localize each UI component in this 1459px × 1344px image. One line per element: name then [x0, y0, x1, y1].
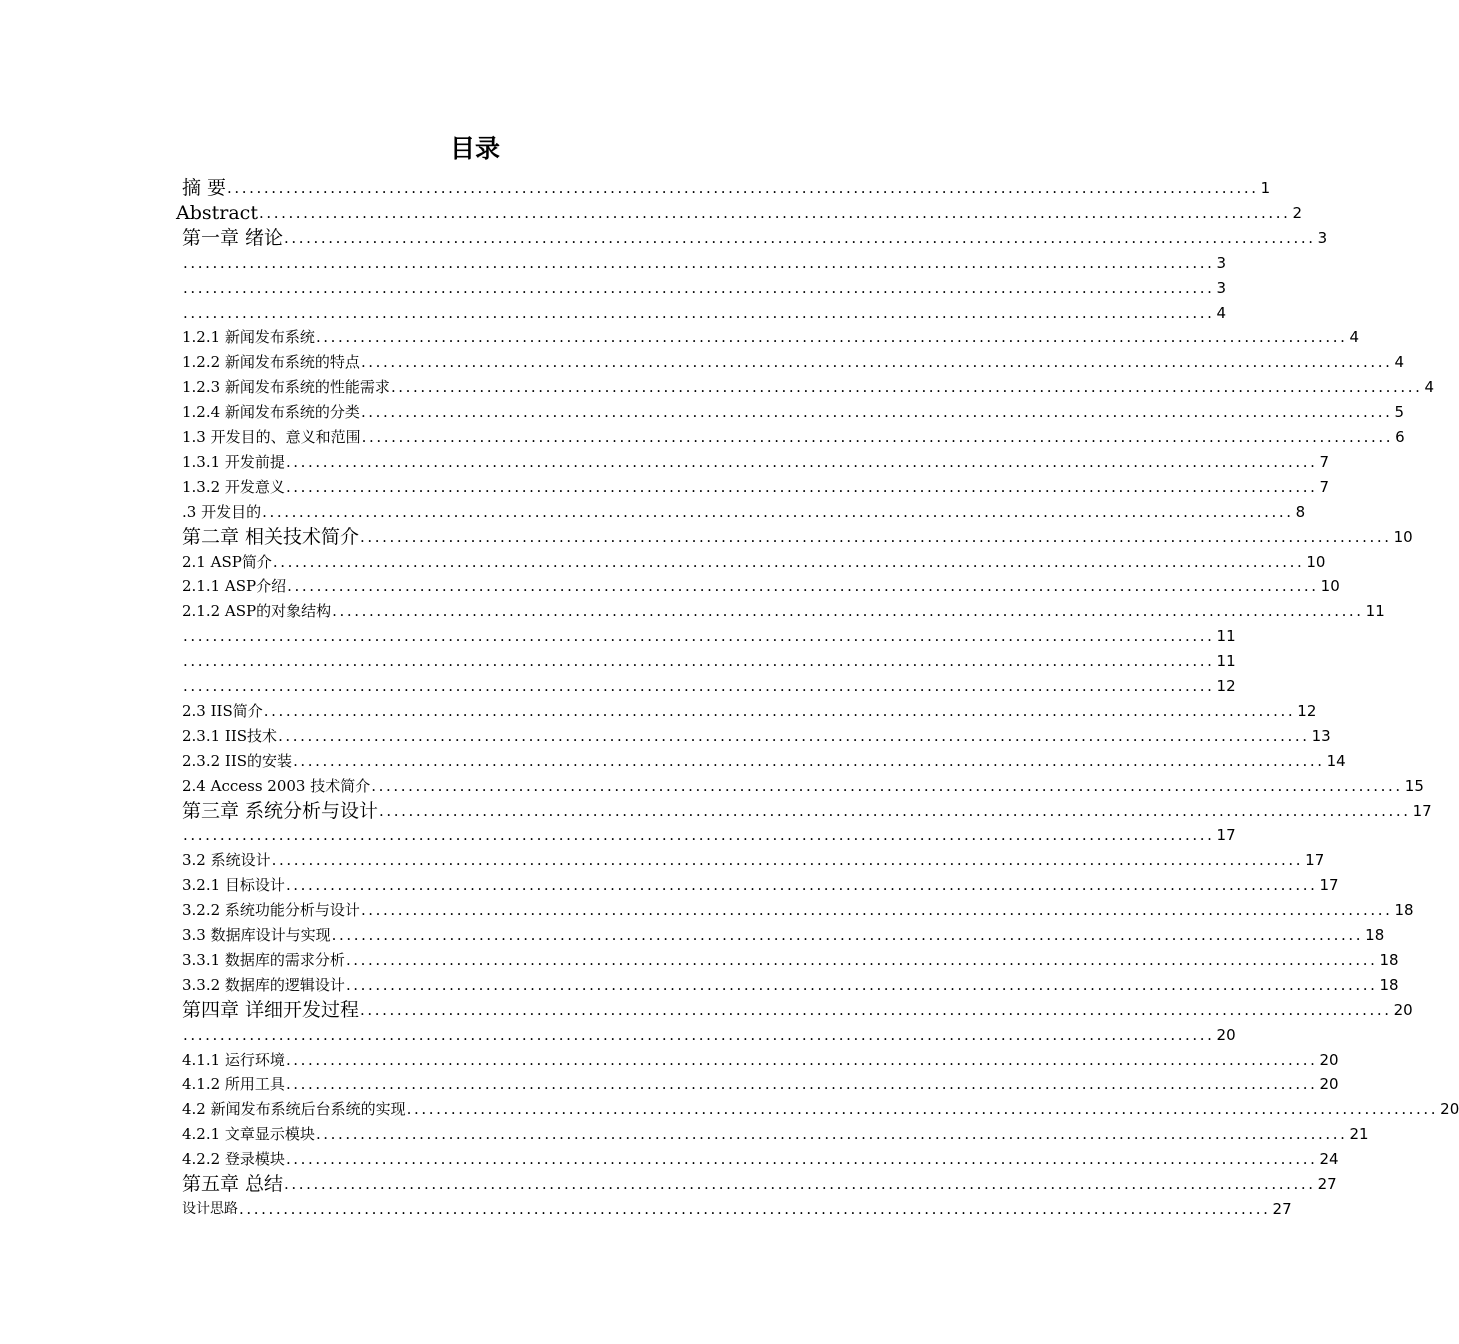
- toc-entry[interactable]: [182, 250, 1227, 274]
- toc-entry-label: 第四章 详细开发过程: [182, 999, 360, 1021]
- toc-leader-dots: ............................................................................................................................................: [285, 1150, 1318, 1168]
- toc-entry-label: Abstract: [176, 202, 258, 224]
- toc-entry[interactable]: [182, 872, 1339, 896]
- toc-leader-dots: ............................................................................................................................................: [406, 1100, 1439, 1118]
- toc-entry-page-number: 20: [1319, 1051, 1339, 1069]
- toc-entry-label: 第三章 系统分析与设计: [182, 800, 379, 822]
- toc-entry-label: 1.3.2 开发意义: [182, 478, 285, 496]
- toc-entry-label: 第一章 绪论: [182, 227, 284, 249]
- toc-entry[interactable]: [182, 474, 1330, 498]
- toc-entry[interactable]: [182, 499, 1306, 523]
- toc-leader-dots: ............................................................................................................................................: [263, 702, 1296, 720]
- toc-entry-label: 4.2.2 登录模块: [182, 1150, 285, 1168]
- toc-entry[interactable]: [182, 1121, 1369, 1145]
- toc-entry-page-number: 4: [1216, 304, 1227, 322]
- toc-entry-label: 4.1.1 运行环境: [182, 1051, 285, 1069]
- toc-entry-page-number: 10: [1393, 528, 1413, 546]
- toc-entry-label: 4.1.2 所用工具: [182, 1075, 285, 1093]
- toc-leader-dots: ............................................................................................................................................: [360, 1001, 1392, 1019]
- toc-entry[interactable]: [182, 947, 1399, 971]
- toc-leader-dots: ............................................................................................................................................: [227, 179, 1259, 197]
- toc-entry-label: 1.2.3 新闻发布系统的性能需求: [182, 378, 390, 396]
- toc-entry[interactable]: [182, 648, 1236, 672]
- toc-entry-page-number: 17: [1305, 851, 1325, 869]
- toc-leader-dots: ............................................................................................................................................: [345, 951, 1378, 969]
- toc-entry[interactable]: [182, 773, 1424, 797]
- toc-entry-page-number: 18: [1379, 951, 1399, 969]
- toc-entry-page-number: 12: [1216, 677, 1236, 695]
- toc-entry[interactable]: [182, 598, 1385, 622]
- toc-entry-label: 2.1.1 ASP介绍: [182, 577, 287, 595]
- toc-leader-dots: ............................................................................................................................................: [272, 553, 1305, 571]
- toc-entry-page-number: 20: [1319, 1075, 1339, 1093]
- toc-entry[interactable]: [182, 399, 1405, 423]
- toc-entry-page-number: 10: [1306, 553, 1326, 571]
- toc-leader-dots: ............................................................................................................................................: [183, 279, 1215, 297]
- toc-entry-page-number: 2: [1292, 204, 1303, 222]
- toc-entry-page-number: 24: [1319, 1150, 1339, 1168]
- toc-leader-dots: ............................................................................................................................................: [345, 976, 1378, 994]
- toc-entry-label: 第二章 相关技术简介: [182, 526, 360, 548]
- toc-entry-label: 2.4 Access 2003 技术简介: [182, 777, 371, 795]
- toc-entry-label: 3.2 系统设计: [182, 851, 271, 869]
- toc-entry-label: 2.3.2 IIS的安装: [182, 752, 293, 770]
- toc-leader-dots: ............................................................................................................................................: [331, 926, 1364, 944]
- toc-entry-page-number: 13: [1311, 727, 1331, 745]
- toc-entry[interactable]: [182, 1196, 1292, 1220]
- toc-leader-dots: ............................................................................................................................................: [293, 752, 1325, 770]
- toc-leader-dots: ............................................................................................................................................: [360, 403, 1393, 421]
- toc-leader-dots: ............................................................................................................................................: [285, 453, 1318, 471]
- toc-entry-label: 2.1.2 ASP的对象结构: [182, 602, 332, 620]
- toc-entry-page-number: 11: [1216, 652, 1236, 670]
- toc-entry[interactable]: [182, 673, 1236, 697]
- toc-entry-page-number: 10: [1320, 577, 1340, 595]
- toc-leader-dots: ............................................................................................................................................: [315, 328, 1348, 346]
- toc-entry[interactable]: [182, 972, 1399, 996]
- toc-entry[interactable]: [182, 1171, 1337, 1195]
- toc-entry-label: 摘 要: [182, 177, 227, 199]
- toc-entry-page-number: 4: [1394, 353, 1405, 371]
- toc-leader-dots: ............................................................................................................................................: [285, 478, 1318, 496]
- toc-entry-page-number: 17: [1319, 876, 1339, 894]
- toc-leader-dots: ............................................................................................................................................: [360, 901, 1393, 919]
- toc-entry-label: 1.2.1 新闻发布系统: [182, 328, 315, 346]
- toc-entry-page-number: 7: [1319, 453, 1330, 471]
- toc-entry-page-number: 3: [1216, 254, 1227, 272]
- toc-entry[interactable]: [182, 324, 1360, 348]
- toc-entry-label: 3.3.2 数据库的逻辑设计: [182, 976, 345, 994]
- toc-leader-dots: ............................................................................................................................................: [271, 851, 1304, 869]
- toc-leader-dots: ............................................................................................................................................: [183, 254, 1215, 272]
- toc-entry-label: 3.2.2 系统功能分析与设计: [182, 901, 360, 919]
- toc-leader-dots: ............................................................................................................................................: [284, 229, 1316, 247]
- toc-entry[interactable]: [182, 997, 1413, 1021]
- toc-leader-dots: ............................................................................................................................................: [315, 1125, 1348, 1143]
- toc-entry[interactable]: [182, 922, 1385, 946]
- toc-entry[interactable]: [182, 723, 1331, 747]
- toc-leader-dots: ............................................................................................................................................: [183, 652, 1215, 670]
- toc-leader-dots: ............................................................................................................................................: [262, 503, 1294, 521]
- toc-entry-label: .3 开发目的: [182, 503, 262, 521]
- toc-entry-page-number: 6: [1395, 428, 1405, 446]
- toc-entry-page-number: 3: [1317, 229, 1328, 247]
- toc-entry-page-number: 5: [1394, 403, 1405, 421]
- toc-entry[interactable]: [182, 573, 1340, 597]
- toc-leader-dots: ............................................................................................................................................: [285, 1075, 1318, 1093]
- toc-entry-label: 1.2.2 新闻发布系统的特点: [182, 353, 360, 371]
- toc-leader-dots: ............................................................................................................................................: [285, 1051, 1318, 1069]
- toc-entry[interactable]: [182, 1022, 1236, 1046]
- toc-entry[interactable]: [182, 847, 1325, 871]
- toc-leader-dots: ............................................................................................................................................: [183, 304, 1215, 322]
- toc-leader-dots: ............................................................................................................................................: [360, 353, 1393, 371]
- toc-entry-label: 4.2.1 文章显示模块: [182, 1125, 315, 1143]
- toc-entry-label: 3.2.1 目标设计: [182, 876, 285, 894]
- toc-entry-page-number: 15: [1404, 777, 1424, 795]
- toc-entry[interactable]: [182, 349, 1405, 373]
- toc-entry[interactable]: [182, 424, 1405, 448]
- toc-entry[interactable]: [182, 1071, 1339, 1095]
- toc-entry[interactable]: [182, 549, 1326, 573]
- toc-entry-label: 2.3 IIS简介: [182, 702, 263, 720]
- toc-leader-dots: ............................................................................................................................................: [379, 802, 1411, 820]
- toc-entry[interactable]: [182, 748, 1346, 772]
- toc-entry-label: 2.3.1 IIS技术: [182, 727, 278, 745]
- toc-entry-page-number: 1: [1260, 179, 1271, 197]
- toc-entry-page-number: 17: [1216, 826, 1236, 844]
- toc-entry[interactable]: [182, 897, 1414, 921]
- toc-leader-dots: ............................................................................................................................................: [258, 204, 1291, 222]
- toc-leader-dots: ............................................................................................................................................: [183, 627, 1215, 645]
- toc-entry[interactable]: [182, 1047, 1339, 1071]
- toc-entry-page-number: 8: [1295, 503, 1306, 521]
- toc-leader-dots: ............................................................................................................................................: [278, 727, 1310, 745]
- toc-entry-page-number: 18: [1394, 901, 1414, 919]
- toc-entry[interactable]: [182, 175, 1271, 199]
- toc-leader-dots: ............................................................................................................................................: [390, 378, 1423, 396]
- toc-entry[interactable]: [182, 698, 1317, 722]
- toc-entry-page-number: 27: [1272, 1200, 1292, 1218]
- toc-entry-page-number: 17: [1412, 802, 1432, 820]
- toc-entry[interactable]: [182, 524, 1413, 548]
- toc-entry[interactable]: [182, 300, 1227, 324]
- toc-title: 目录: [449, 134, 500, 163]
- toc-entry-page-number: 21: [1349, 1125, 1369, 1143]
- toc-entry-page-number: 20: [1440, 1100, 1459, 1118]
- toc-entry-page-number: 12: [1297, 702, 1317, 720]
- toc-leader-dots: ............................................................................................................................................: [239, 1200, 1271, 1218]
- toc-entry-page-number: 20: [1393, 1001, 1413, 1019]
- toc-entry-page-number: 11: [1365, 602, 1385, 620]
- toc-entry-label: 设计思路: [182, 1201, 238, 1217]
- toc-entry-page-number: 11: [1216, 627, 1236, 645]
- toc-entry-label: 1.3.1 开发前提: [182, 453, 285, 471]
- toc-entry[interactable]: [182, 225, 1328, 249]
- toc-leader-dots: ............................................................................................................................................: [287, 577, 1319, 595]
- toc-leader-dots: ............................................................................................................................................: [183, 677, 1215, 695]
- toc-entry[interactable]: [182, 374, 1435, 398]
- toc-entry-page-number: 18: [1365, 926, 1385, 944]
- toc-entry-page-number: 18: [1379, 976, 1399, 994]
- toc-entry-label: 2.1 ASP简介: [182, 553, 272, 571]
- toc-entry[interactable]: [182, 822, 1236, 846]
- toc-leader-dots: ............................................................................................................................................: [371, 777, 1403, 795]
- toc-leader-dots: ............................................................................................................................................: [285, 876, 1318, 894]
- toc-entry[interactable]: [182, 623, 1236, 647]
- toc-entry[interactable]: [182, 275, 1227, 299]
- toc-leader-dots: ............................................................................................................................................: [284, 1175, 1316, 1193]
- toc-entry-label: 3.3 数据库设计与实现: [182, 926, 331, 944]
- toc-entry[interactable]: [182, 1146, 1339, 1170]
- toc-entry[interactable]: [182, 449, 1330, 473]
- toc-entry-label: 1.3 开发目的、意义和范围: [182, 428, 361, 446]
- toc-leader-dots: ............................................................................................................................................: [360, 528, 1392, 546]
- toc-entry[interactable]: [182, 798, 1432, 822]
- toc-entry[interactable]: [182, 1096, 1459, 1120]
- toc-entry-page-number: 4: [1349, 328, 1360, 346]
- toc-leader-dots: ............................................................................................................................................: [183, 826, 1215, 844]
- toc-entry-label: 1.2.4 新闻发布系统的分类: [182, 403, 360, 421]
- toc-entry-page-number: 27: [1317, 1175, 1337, 1193]
- toc-entry-page-number: 3: [1216, 279, 1227, 297]
- toc-entry[interactable]: [176, 200, 1303, 224]
- toc-entry-label: 第五章 总结: [182, 1173, 284, 1195]
- toc-entry-page-number: 14: [1326, 752, 1346, 770]
- toc-leader-dots: ............................................................................................................................................: [183, 1026, 1215, 1044]
- toc-leader-dots: ............................................................................................................................................: [332, 602, 1364, 620]
- toc-leader-dots: ............................................................................................................................................: [361, 428, 1394, 446]
- toc-entry-label: 3.3.1 数据库的需求分析: [182, 951, 345, 969]
- toc-entry-label: 4.2 新闻发布系统后台系统的实现: [182, 1100, 406, 1118]
- toc-entry-page-number: 20: [1216, 1026, 1236, 1044]
- toc-entry-page-number: 4: [1424, 378, 1435, 396]
- toc-entry-page-number: 7: [1319, 478, 1330, 496]
